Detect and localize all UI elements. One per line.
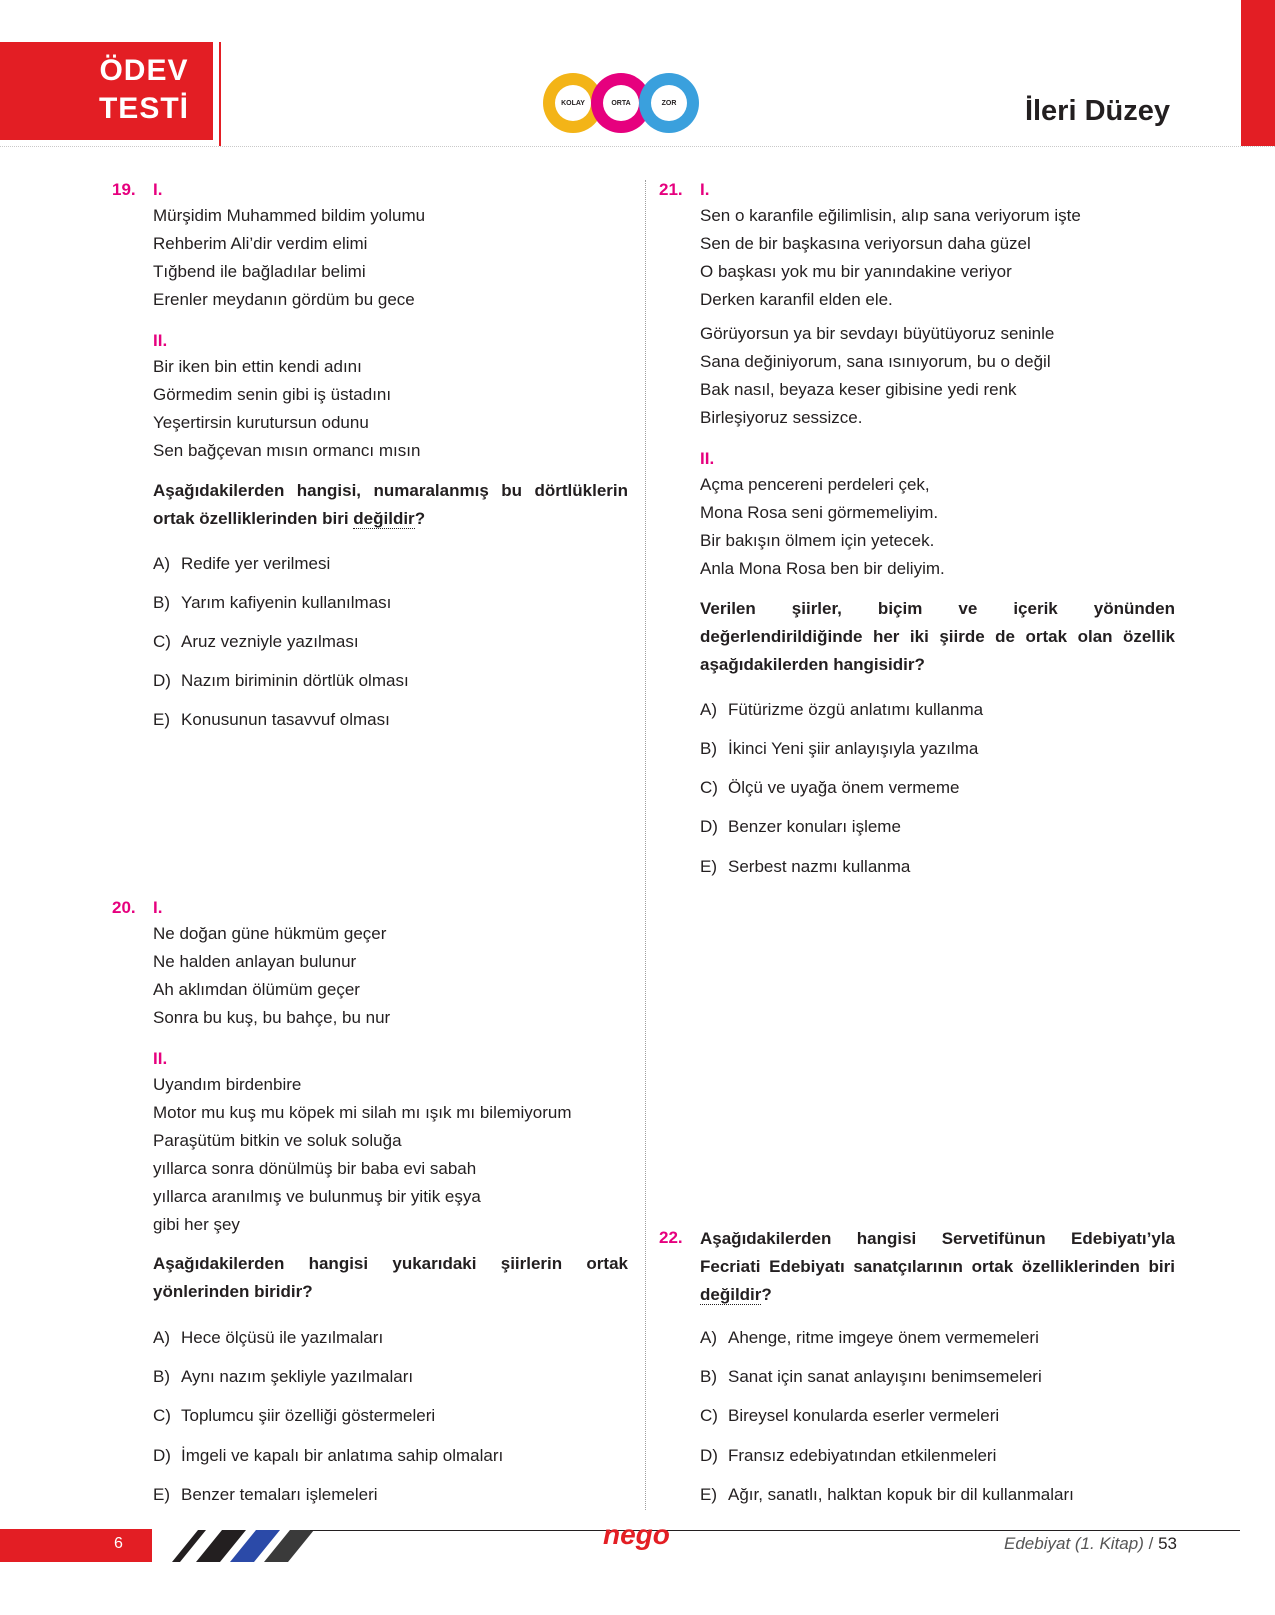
difficulty-orta-label: ORTA xyxy=(603,85,639,121)
q20-stem: Aşağıdakilerden hangisi yukarıdaki şiirlerin ortak yönlerinden biridir? xyxy=(153,1254,628,1301)
poem-line: Sen o karanfile eğilimlisin, alıp sana veriyorum işte xyxy=(700,206,1081,225)
option-letter: B) xyxy=(700,1367,717,1386)
q20-option-e[interactable] xyxy=(153,1485,378,1505)
option-letter: E) xyxy=(153,1485,170,1504)
question-20-number: 20. xyxy=(112,898,136,917)
option-letter: A) xyxy=(153,554,170,573)
q19-poem-2 xyxy=(153,353,420,465)
q19-stem xyxy=(153,477,628,533)
q22-option-e[interactable] xyxy=(700,1485,1074,1505)
stem-emphasis: değildir xyxy=(700,1285,762,1304)
option-letter: C) xyxy=(153,1406,171,1425)
q22-option-d[interactable] xyxy=(700,1446,996,1466)
option-text: Fütürizme özgü anlatımı kullanma xyxy=(728,700,984,719)
q21-option-e[interactable] xyxy=(700,857,910,877)
poem-line: gibi her şey xyxy=(153,1215,240,1234)
difficulty-zor-ring xyxy=(639,73,699,133)
poem-line: Tığbend ile bağladılar belimi xyxy=(153,262,366,281)
footer-page-tab xyxy=(0,1529,152,1562)
poem-line: Sen de bir başkasına veriyorsun daha güzel xyxy=(700,234,1031,253)
footer-stripes-decoration xyxy=(150,1528,325,1564)
poem-line: Erenler meydanın gördüm bu gece xyxy=(153,290,415,309)
poem-line: Ne halden anlayan bulunur xyxy=(153,952,357,971)
option-letter: D) xyxy=(700,1446,718,1465)
poem-line: Sana değiniyorum, sana ısınıyorum, bu o değil xyxy=(700,352,1051,371)
badge-line-1: ÖDEV xyxy=(99,54,189,87)
poem-line: Anla Mona Rosa ben bir deliyim. xyxy=(700,559,945,578)
q21-poem-1a xyxy=(700,202,1081,314)
option-text: Yarım kafiyenin kullanılması xyxy=(181,593,392,612)
option-text: Redife yer verilmesi xyxy=(181,554,331,573)
difficulty-zor-label: ZOR xyxy=(651,85,687,121)
option-text: Konusunun tasavvuf olması xyxy=(181,710,390,729)
q20-poem-2 xyxy=(153,1071,571,1239)
stem-end: ? xyxy=(761,1285,772,1304)
option-text: İmgeli ve kapalı bir anlatıma sahip olmaları xyxy=(181,1446,504,1465)
option-letter: E) xyxy=(153,710,170,729)
option-text: İkinci Yeni şiir anlayışıyla yazılma xyxy=(728,739,979,758)
poem-line: Uyandım birdenbire xyxy=(153,1075,302,1094)
option-text: Aynı nazım şekliyle yazılmaları xyxy=(181,1367,414,1386)
corner-accent xyxy=(1241,0,1275,146)
poem-line: yıllarca sonra dönülmüş bir baba evi sabah xyxy=(153,1159,477,1178)
option-letter: C) xyxy=(700,778,718,797)
poem-line: Paraşütüm bitkin ve soluk soluğa xyxy=(153,1131,402,1150)
option-letter: C) xyxy=(700,1406,718,1425)
option-letter: A) xyxy=(700,700,717,719)
q19-poem-1 xyxy=(153,202,425,314)
poem-line: Birleşiyoruz sessizce. xyxy=(700,408,863,427)
book-title: Edebiyat (1. Kitap) xyxy=(1004,1534,1144,1553)
option-text: Serbest nazmı kullanma xyxy=(728,857,911,876)
stem-text: Aşağıdakilerden hangisi, numaralanmış bu dörtlüklerin ortak özelliklerinden biri xyxy=(153,481,628,528)
poem-line: Ah aklımdan ölümüm geçer xyxy=(153,980,360,999)
footer-rule xyxy=(310,1530,1240,1531)
q20-part2-label: II. xyxy=(153,1049,168,1068)
option-letter: B) xyxy=(700,739,717,758)
poem-line: yıllarca aranılmış ve bulunmuş bir yitik eşya xyxy=(153,1187,481,1206)
option-letter: A) xyxy=(153,1328,170,1347)
q21-option-d[interactable] xyxy=(700,817,901,837)
option-text: Hece ölçüsü ile yazılmaları xyxy=(181,1328,384,1347)
option-letter: D) xyxy=(700,817,718,836)
poem-line: Bir bakışın ölmem için yetecek. xyxy=(700,531,935,550)
q19-option-b[interactable] xyxy=(153,593,391,613)
option-letter: B) xyxy=(153,1367,170,1386)
option-text: Sanat için sanat anlayışını benimsemeleri xyxy=(728,1367,1042,1386)
poem-line: Motor mu kuş mu köpek mi silah mı ışık mı bilemiyorum xyxy=(153,1103,572,1122)
option-text: Ölçü ve uyağa önem vermeme xyxy=(728,778,960,797)
option-letter: B) xyxy=(153,593,170,612)
q21-part1-label: I. xyxy=(700,180,710,199)
page-separator: / xyxy=(1148,1534,1154,1553)
stem-end: ? xyxy=(414,509,426,528)
q21-poem-1b xyxy=(700,320,1054,432)
stem-text: Aşağıdakilerden hangisi Servetifünun Edebiyatı’yla Fecriati Edebiyatı sanatçılarının ortak özelliklerinden biri xyxy=(700,1229,1175,1276)
poem-line: Bak nasıl, beyaza keser gibisine yedi renk xyxy=(700,380,1017,399)
page-number-left: 6 xyxy=(114,1535,123,1552)
poem-line: Derken karanfil elden ele. xyxy=(700,290,893,309)
poem-line: Mona Rosa seni görmemeliyim. xyxy=(700,503,939,522)
option-text: Toplumcu şiir özelliği göstermeleri xyxy=(181,1406,436,1425)
option-letter: A) xyxy=(700,1328,717,1347)
poem-line: Rehberim Ali’dir verdim elimi xyxy=(153,234,368,253)
q19-option-a[interactable] xyxy=(153,554,330,574)
poem-line: Sen bağçevan mısın ormancı mısın xyxy=(153,441,421,460)
option-letter: E) xyxy=(700,1485,717,1504)
publisher-logo xyxy=(603,1519,670,1551)
q20-part1-label: I. xyxy=(153,898,163,917)
question-19-number: 19. xyxy=(112,180,136,199)
q22-option-a[interactable] xyxy=(700,1328,1039,1348)
page-number-right: 53 xyxy=(1158,1534,1177,1553)
poem-line: Görmedim senin gibi iş üstadını xyxy=(153,385,392,404)
column-divider xyxy=(645,180,646,1510)
poem-line: O başkası yok mu bir yanındakine veriyor xyxy=(700,262,1012,281)
poem-line: Görüyorsun ya bir sevdayı büyütüyoruz seninle xyxy=(700,324,1055,343)
header-rule xyxy=(0,146,1275,147)
option-text: Fransız edebiyatından etkilenmeleri xyxy=(728,1446,997,1465)
poem-line: Mürşidim Muhammed bildim yolumu xyxy=(153,206,426,225)
odev-testi-badge xyxy=(0,42,213,140)
poem-line: Sonra bu kuş, bu bahçe, bu nur xyxy=(153,1008,391,1027)
q21-part2-label: II. xyxy=(700,449,715,468)
badge-line-2: TESTİ xyxy=(98,92,189,125)
q20-option-d[interactable] xyxy=(153,1446,503,1466)
q21-stem: Verilen şiirler, biçim ve içerik yönünden değerlendirildiğinde her iki şiirde de ortak olan özellik aşağıdakilerden hangisidir? xyxy=(700,599,1175,674)
q20-option-a[interactable] xyxy=(153,1328,383,1348)
q22-option-c[interactable] xyxy=(700,1406,999,1426)
option-letter: E) xyxy=(700,857,717,876)
option-text: Bireysel konularda eserler vermeleri xyxy=(728,1406,1000,1425)
q19-option-d[interactable] xyxy=(153,671,409,691)
poem-line: Ne doğan güne hükmüm geçer xyxy=(153,924,387,943)
poem-line: Açma pencereni perdeleri çek, xyxy=(700,475,930,494)
badge-divider xyxy=(219,42,221,146)
option-text: Benzer temaları işlemeleri xyxy=(181,1485,378,1504)
q19-part1-label: I. xyxy=(153,180,163,199)
q21-option-c[interactable] xyxy=(700,778,960,798)
q20-poem-1 xyxy=(153,920,390,1032)
poem-line: Bir iken bin ettin kendi adını xyxy=(153,357,362,376)
option-text: Nazım biriminin dörtlük olması xyxy=(181,671,409,690)
q22-option-b[interactable] xyxy=(700,1367,1042,1387)
option-text: Ahenge, ritme imgeye önem vermemeleri xyxy=(728,1328,1039,1347)
logo-text: nego xyxy=(603,1519,670,1550)
option-text: Benzer konuları işleme xyxy=(728,817,901,836)
q19-option-c[interactable] xyxy=(153,632,359,652)
q21-poem-2 xyxy=(700,471,945,583)
option-text: Ağır, sanatlı, halktan kopuk bir dil kullanmaları xyxy=(728,1485,1074,1504)
question-22-number: 22. xyxy=(659,1228,683,1247)
book-reference xyxy=(1004,1534,1177,1554)
q21-option-a[interactable] xyxy=(700,700,983,720)
q21-option-b[interactable] xyxy=(700,739,978,759)
question-21-number: 21. xyxy=(659,180,683,199)
option-letter: D) xyxy=(153,671,171,690)
poem-line: Yeşertirsin kurutursun odunu xyxy=(153,413,369,432)
q20-option-b[interactable] xyxy=(153,1367,413,1387)
stem-emphasis: değildir xyxy=(353,509,415,528)
q22-stem xyxy=(700,1225,1175,1309)
q19-part2-label: II. xyxy=(153,331,168,350)
option-letter: C) xyxy=(153,632,171,651)
option-letter: D) xyxy=(153,1446,171,1465)
option-text: Aruz vezniyle yazılması xyxy=(181,632,359,651)
level-title: İleri Düzey xyxy=(1024,95,1170,127)
difficulty-kolay-label: KOLAY xyxy=(555,85,591,121)
q20-option-c[interactable] xyxy=(153,1406,435,1426)
q19-option-e[interactable] xyxy=(153,710,390,730)
